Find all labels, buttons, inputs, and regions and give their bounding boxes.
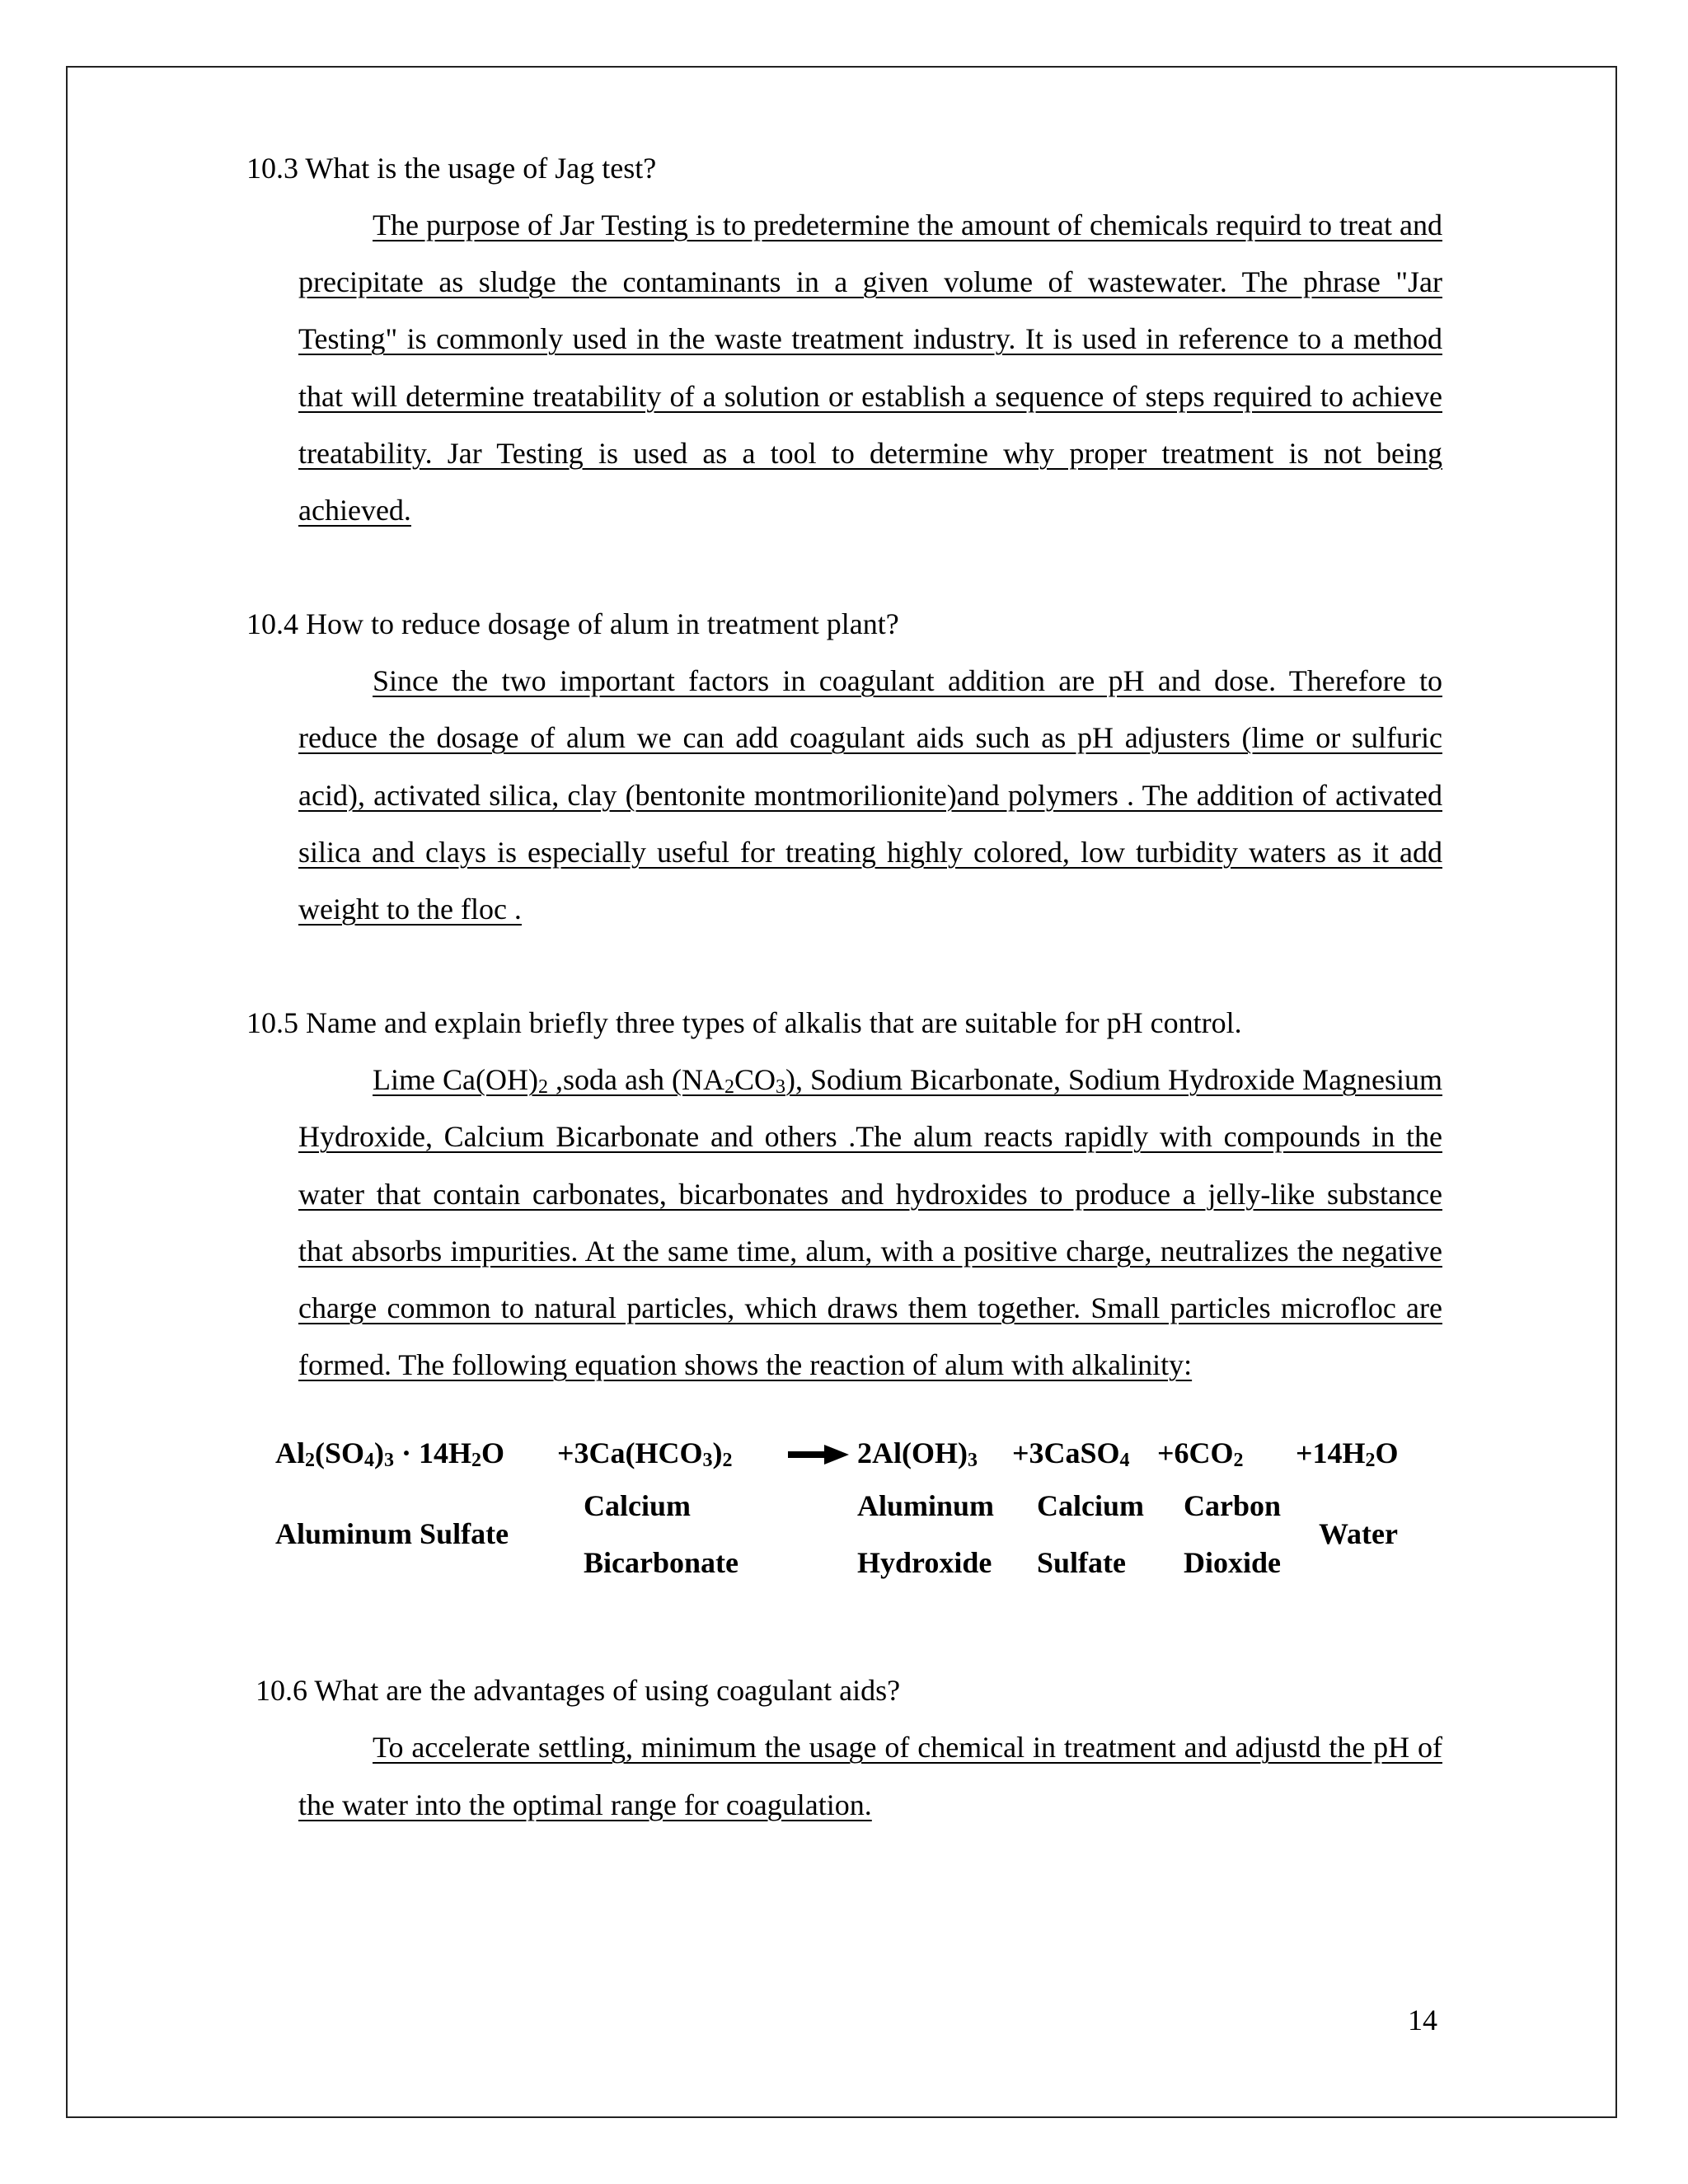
document-body [247,140,1442,1834]
subscript: 2 [724,1076,734,1099]
answer-10-5-part: CO [734,1063,776,1097]
equation-term-aluminum-hydroxide [857,1435,978,1471]
answer-10-5-part: Lime Ca(OH) [373,1063,538,1097]
subscript: 2 [305,1450,315,1472]
formula-part: +3CaSO [1012,1436,1120,1470]
formula-part: +3Ca(HCO [557,1436,703,1470]
question-10-6: 10.6 What are the advantages of using coagulant aids? [256,1674,901,1708]
question-10-3: 10.3 What is the usage of Jag test? [246,152,657,185]
equation-term-water [1296,1435,1399,1471]
answer-10-6: To accelerate settling, minimum the usage of chemical in treatment and adjustd the pH of the water into the optimal range for coagulation. [298,1731,1442,1821]
equation-term-carbon-dioxide [1157,1435,1244,1471]
label-carbon: Carbon [1184,1489,1282,1523]
subscript: 2 [1365,1450,1376,1472]
answer-10-3: The purpose of Jar Testing is to predetermine the amount of chemicals requird to treat and precipitate as sludge the contaminants in a given volume of wastewater. The phrase "Jar Testing" is commonly used in the waste treatment industry. It is used in reference to a method that will determine treatability of a solution or establish a sequence of steps required to achieve treatability. Jar Testing is used as a tool to determine why proper treatment is not being achieved. [298,209,1442,527]
question-10-5: 10.5 Name and explain briefly three types of alkalis that are suitable for pH control. [246,1006,1242,1040]
spacer [247,539,1442,596]
label-calcium-2: Calcium [1037,1489,1144,1523]
label-hydroxide: Hydroxide [857,1546,992,1580]
formula-part: 2Al(OH) [857,1436,968,1470]
label-water: Water [1319,1517,1398,1551]
label-aluminum: Aluminum [857,1489,995,1523]
equation-term-calcium-bicarbonate [557,1435,733,1471]
spacer [247,1608,1442,1662]
answer-10-4: Since the two important factors in coagulant addition are pH and dose. Therefore to reduce the dosage of alum we can add coagulant aids such as pH adjusters (lime or sulfuric acid), activated silica, clay (bentonite montmorilionite)and polymers . The addition of activated silica and clays is especially useful for treating highly colored, low turbidity waters as it add weight to the floc . [298,664,1442,926]
label-dioxide: Dioxide [1184,1546,1282,1580]
label-sulfate: Sulfate [1037,1546,1126,1580]
formula-part: ) [374,1436,385,1470]
subscript: 2 [471,1450,482,1472]
chemical-equation [247,1435,1442,1608]
formula-part: Al [275,1436,305,1470]
equation-term-aluminum-sulfate [275,1435,504,1471]
formula-part: O [481,1436,505,1470]
subscript: 3 [702,1450,713,1472]
subscript: 4 [364,1450,375,1472]
subscript: 3 [384,1450,395,1472]
answer-10-5-part: ,soda ash (NA [547,1063,724,1097]
subscript: 2 [722,1450,733,1472]
label-aluminum-sulfate: Aluminum Sulfate [275,1517,509,1551]
page-number: 14 [1408,2004,1437,2036]
subscript: 3 [967,1450,978,1472]
label-calcium: Calcium [584,1489,691,1523]
formula-part: · 14H [394,1436,472,1470]
answer-10-5-part: ), Sodium Bicarbonate, Sodium Hydroxide Magnesium Hydroxide, Calcium Bicarbonate and others .The alum reacts rapidly with compounds in the water that contain carbonates, bicarbonates and hydroxides to produce a jelly-like substance that absorbs impurities. At the same time, alum, with a positive charge, neutralizes the negative charge common to natural particles, which draws them together. Small particles microfloc are formed. The following equation shows the reaction of alum with alkalinity: [298,1063,1443,1382]
equation-term-calcium-sulfate [1012,1435,1130,1471]
subscript: 2 [537,1076,548,1099]
label-bicarbonate: Bicarbonate [584,1546,738,1580]
reaction-arrow-icon [788,1445,849,1465]
subscript: 4 [1119,1450,1130,1472]
subscript: 3 [776,1076,786,1099]
formula-part: (SO [315,1436,365,1470]
spacer [247,938,1442,995]
subscript: 2 [1233,1450,1244,1472]
answer-10-5 [298,1052,1442,1394]
formula-part: O [1375,1436,1399,1470]
formula-part: +6CO [1157,1436,1234,1470]
formula-part: ) [712,1436,723,1470]
formula-part: +14H [1296,1436,1366,1470]
question-10-4: 10.4 How to reduce dosage of alum in treatment plant? [246,607,899,641]
